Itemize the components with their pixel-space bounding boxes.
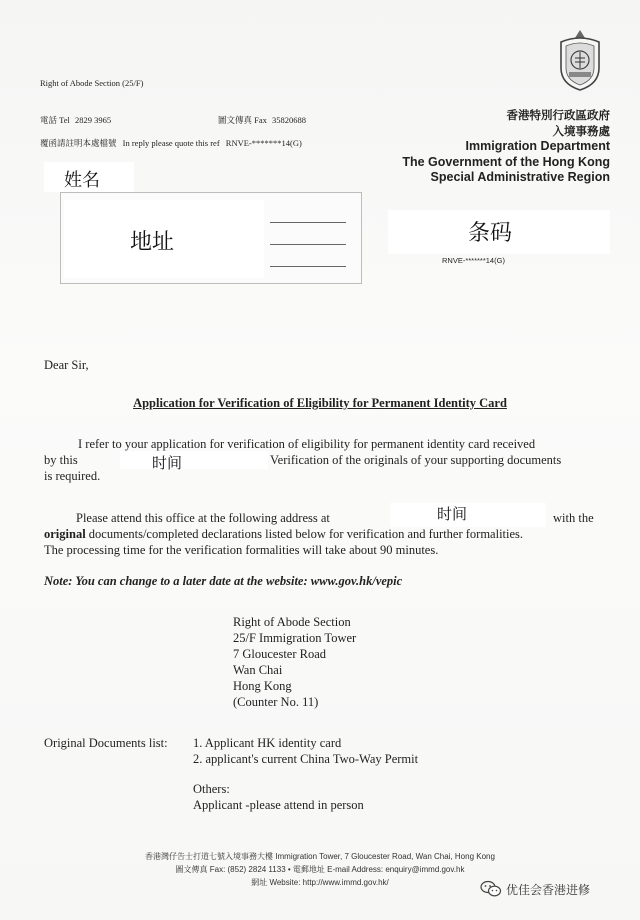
reference-number: RNVE-*******14(G): [225, 138, 302, 148]
reply-line: [40, 137, 302, 149]
reschedule-note: Note: You can change to a later date at the website: www.gov.hk/vepic: [44, 574, 403, 588]
p2-line3: The processing time for the verification formalities will take about 90 minutes.: [44, 543, 439, 557]
footer-website: 網址 Website: http://www.immd.gov.hk/: [251, 878, 389, 887]
address-line: (Counter No. 11): [233, 695, 319, 709]
fax-line: [218, 114, 306, 126]
received-date: 时间: [152, 454, 183, 472]
dept-en-line1: Immigration Department: [465, 139, 610, 153]
barcode-reference: RNVE-*******14(G): [442, 256, 505, 265]
recipient-address: 地址: [130, 230, 175, 255]
address-line: Wan Chai: [233, 663, 283, 677]
list-item: 1. Applicant HK identity card: [193, 736, 342, 750]
p1-line1: I refer to your application for verification of eligibility for permanent identity card received: [78, 437, 536, 451]
tel-label: 電話 Tel: [40, 115, 70, 125]
address-rule: [270, 266, 346, 267]
p2-line1-end: with the: [553, 511, 594, 525]
dept-zh-line1: 香港特別行政區政府: [506, 108, 610, 122]
recipient-name: 姓名: [64, 170, 100, 191]
watermark: [480, 880, 590, 898]
dept-zh-line2: 入境事務處: [552, 123, 610, 138]
section-heading: Right of Abode Section (25/F): [40, 78, 144, 88]
address-line: 7 Gloucester Road: [233, 647, 327, 661]
address-rule: [270, 244, 346, 245]
footer-contact: 圖文傳真 Fax: (852) 2824 1133 • 電郵地址 E-mail Address: enquiry@immd.gov.hk: [175, 865, 465, 874]
address-line: Right of Abode Section: [233, 615, 351, 629]
others-label: Others:: [193, 782, 230, 796]
documents-list: [193, 735, 418, 767]
p1-line2-end: Verification of the originals of your supporting documents: [270, 453, 562, 467]
dept-en-line3: Special Administrative Region: [430, 170, 610, 184]
barcode: 条码: [468, 221, 513, 246]
tel-line: [40, 114, 111, 126]
p1-line2-start: by this: [44, 453, 78, 467]
p1-line3: is required.: [44, 469, 101, 483]
appointment-redaction: [390, 503, 546, 527]
appointment-time: 时间: [437, 505, 468, 523]
documents-label: Original Documents list:: [44, 736, 168, 750]
department-block: [402, 108, 610, 186]
reply-text: In reply please quote this ref: [122, 138, 220, 148]
original-emphasis: original: [44, 527, 86, 541]
letter-title: Application for Verification of Eligibility for Permanent Identity Card: [133, 396, 507, 410]
p2-line2: [44, 526, 523, 542]
tel-value: 2829 3965: [74, 115, 112, 125]
address-line: 25/F Immigration Tower: [233, 631, 357, 645]
emblem-icon: [555, 28, 605, 92]
footer-address: 香港灣仔告士打道七號入境事務大樓 Immigration Tower, 7 Gloucester Road, Wan Chai, Hong Kong: [145, 852, 495, 861]
office-address: [233, 614, 356, 710]
address-line: Hong Kong: [233, 679, 292, 693]
p2-line1-start: Please attend this office at the following address at: [76, 511, 330, 525]
others-text: Applicant -please attend in person: [193, 798, 364, 812]
reply-label: 覆函請註明本處檔號: [40, 138, 117, 148]
watermark-text: 优佳会香港进修: [506, 882, 591, 897]
p2-line2-rest: documents/completed declarations listed below for verification and further formalities.: [85, 527, 524, 541]
fax-value: 35820688: [272, 115, 307, 125]
salutation: Dear Sir,: [44, 358, 89, 372]
wechat-icon: [480, 880, 502, 898]
list-item: 2. applicant's current China Two-Way Permit: [193, 752, 419, 766]
fax-label: 圖文傳真 Fax: [218, 115, 267, 125]
address-rule: [270, 222, 346, 223]
date-redaction: [120, 451, 268, 469]
dept-en-line2: The Government of the Hong Kong: [402, 154, 610, 169]
